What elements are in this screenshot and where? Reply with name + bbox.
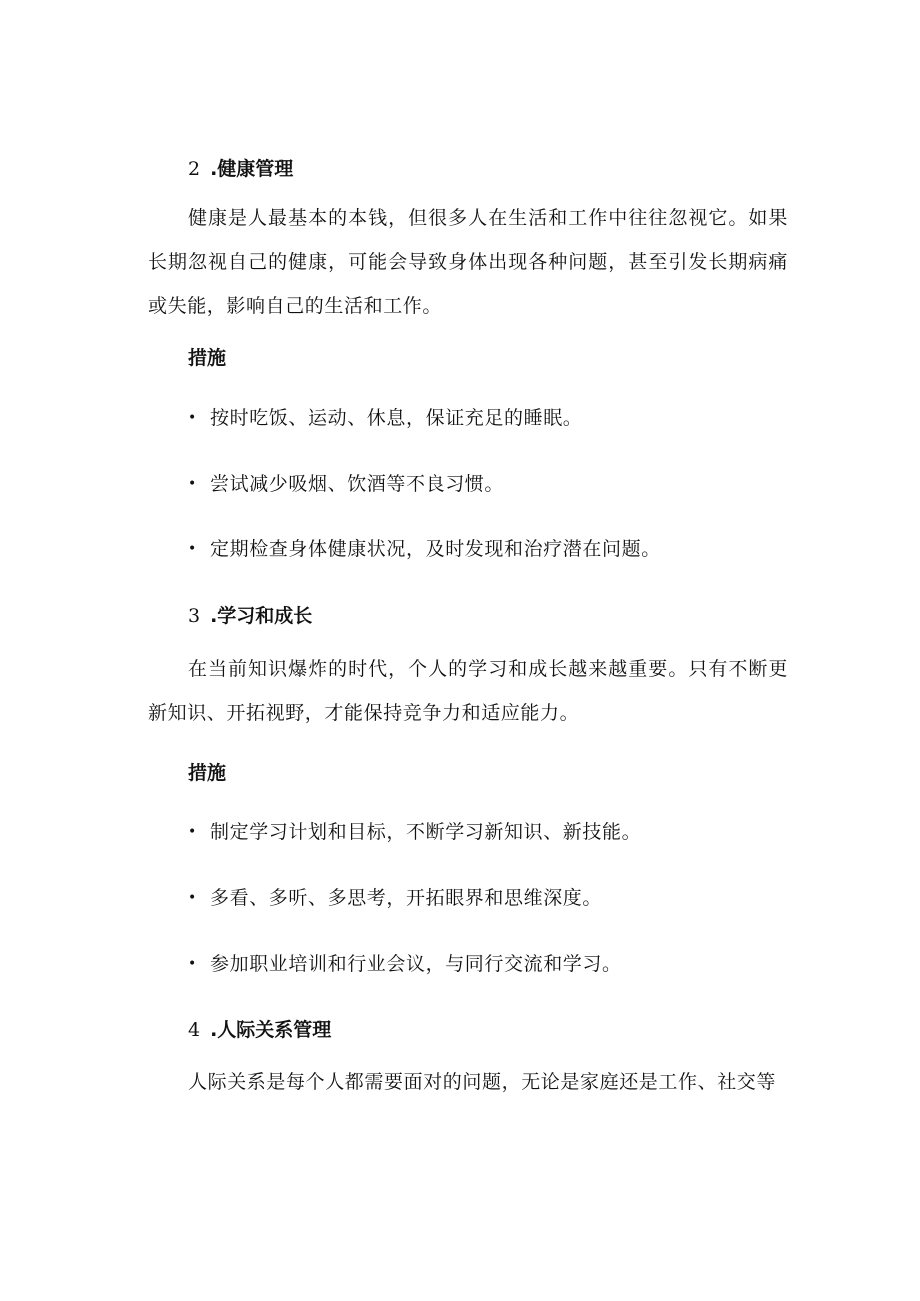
bullet-icon: •: [188, 476, 197, 492]
bullet-icon: •: [188, 410, 197, 426]
section-number: 4: [188, 1019, 201, 1041]
list-item: [188, 886, 602, 910]
list-item: [188, 406, 582, 430]
bullet-icon: •: [188, 824, 197, 840]
section-heading-health: [188, 157, 293, 181]
list-item-text: 尝试减少吸烟、饮酒等不良习惯。: [210, 473, 505, 495]
section-title: .人际关系管理: [210, 1019, 332, 1041]
section-number: 2: [188, 158, 201, 180]
section-paragraph-health: 健康是人最基本的本钱，但很多人在生活和工作中往往忽视它。如果长期忽视自己的健康，可能会导致身体出现各种问题，甚至引发长期病痛或失能，影响自己的生活和工作。: [148, 207, 788, 317]
bullet-icon: •: [188, 956, 197, 972]
section-heading-learning: [188, 604, 312, 628]
measures-label-health: 措施: [188, 347, 227, 369]
list-item-text: 按时吃饭、运动、休息，保证充足的睡眠。: [210, 407, 583, 429]
section-heading-relationships: [188, 1018, 331, 1042]
section-paragraph-learning: 在当前知识爆炸的时代，个人的学习和成长越来越重要。只有不断更新知识、开拓视野，才能保持竞争力和适应能力。: [148, 658, 788, 724]
section-title: .健康管理: [210, 158, 294, 180]
bullet-icon: •: [188, 541, 197, 557]
list-item-text: 参加职业培训和行业会议，与同行交流和学习。: [210, 953, 622, 975]
list-item: [188, 952, 622, 976]
list-item: [188, 820, 641, 844]
section-number: 3: [188, 605, 201, 627]
list-item: [188, 472, 504, 496]
list-item-text: 制定学习计划和目标，不断学习新知识、新技能。: [210, 821, 642, 843]
list-item-text: 定期检查身体健康状况，及时发现和治疗潜在问题。: [210, 538, 661, 560]
section-paragraph-relationships: 人际关系是每个人都需要面对的问题，无论是家庭还是工作、社交等: [188, 1071, 777, 1093]
section-title: .学习和成长: [210, 605, 313, 627]
list-item-text: 多看、多听、多思考，开拓眼界和思维深度。: [210, 887, 603, 909]
bullet-icon: •: [188, 890, 197, 906]
measures-label-learning: 措施: [188, 762, 227, 784]
list-item: [188, 537, 661, 561]
